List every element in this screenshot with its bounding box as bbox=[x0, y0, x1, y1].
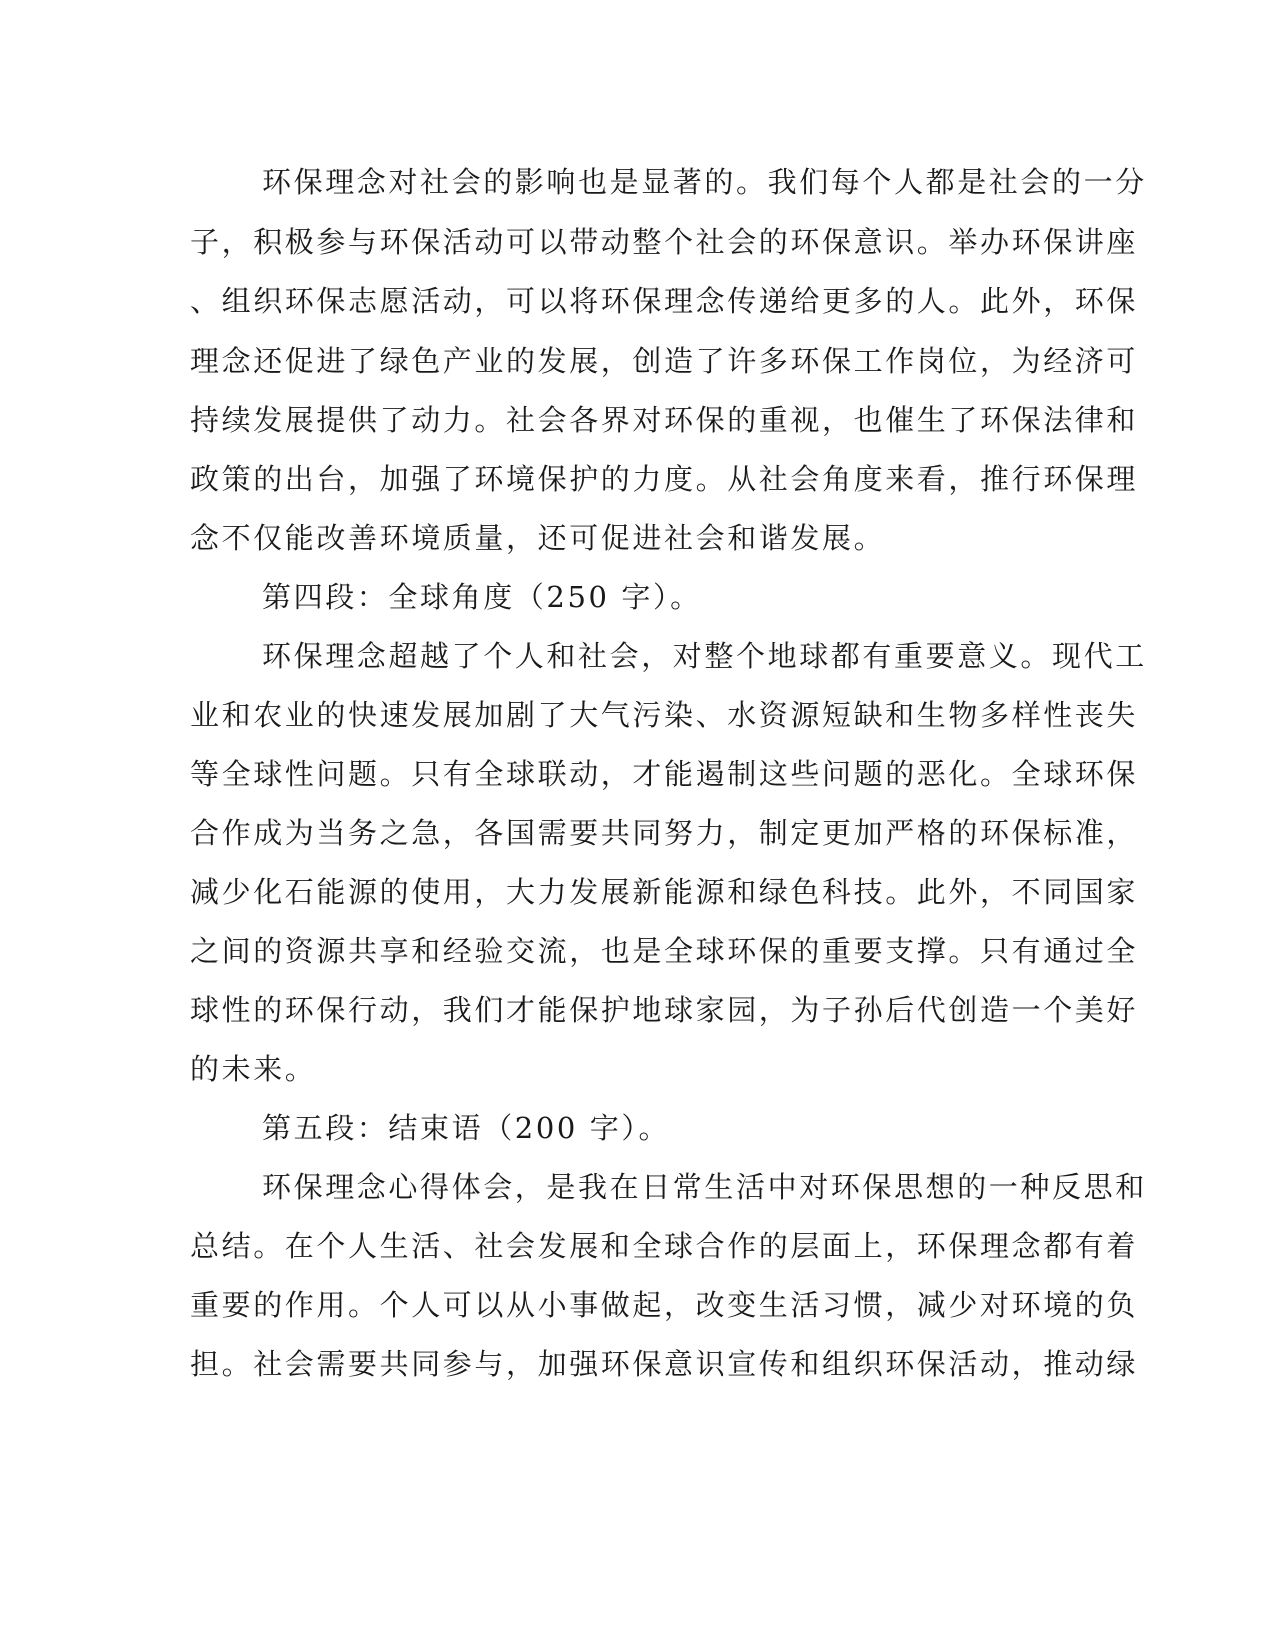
paragraph-line: 重要的作用。个人可以从小事做起，改变生活习惯，减少对环境的负 bbox=[190, 1288, 1139, 1322]
paragraph-line: 之间的资源共享和经验交流，也是全球环保的重要支撑。只有通过全 bbox=[190, 934, 1139, 968]
paragraph-line: 子，积极参与环保活动可以带动整个社会的环保意识。举办环保讲座 bbox=[190, 225, 1139, 259]
paragraph-line: 环保理念超越了个人和社会，对整个地球都有重要意义。现代工 bbox=[262, 639, 1147, 673]
paragraph-line: 担。社会需要共同参与，加强环保意识宣传和组织环保活动，推动绿 bbox=[190, 1347, 1139, 1381]
paragraph-line: 总结。在个人生活、社会发展和全球合作的层面上，环保理念都有着 bbox=[190, 1229, 1139, 1263]
paragraph-line: 的未来。 bbox=[190, 1052, 317, 1086]
paragraph-line: 念不仅能改善环境质量，还可促进社会和谐发展。 bbox=[190, 521, 886, 555]
section-heading: 第四段：全球角度（250 字）。 bbox=[262, 580, 702, 614]
paragraph-line: 理念还促进了绿色产业的发展，创造了许多环保工作岗位，为经济可 bbox=[190, 344, 1139, 378]
paragraph-line: 等全球性问题。只有全球联动，才能遏制这些问题的恶化。全球环保 bbox=[190, 757, 1139, 791]
section-heading: 第五段：结束语（200 字）。 bbox=[262, 1111, 671, 1145]
paragraph-line: 合作成为当务之急，各国需要共同努力，制定更加严格的环保标准， bbox=[190, 816, 1139, 850]
paragraph-line: 政策的出台，加强了环境保护的力度。从社会角度来看，推行环保理 bbox=[190, 462, 1139, 496]
paragraph-line: 环保理念心得体会，是我在日常生活中对环保思想的一种反思和 bbox=[262, 1170, 1147, 1204]
paragraph-line: 业和农业的快速发展加剧了大气污染、水资源短缺和生物多样性丧失 bbox=[190, 698, 1139, 732]
paragraph-line: 减少化石能源的使用，大力发展新能源和绿色科技。此外，不同国家 bbox=[190, 875, 1139, 909]
paragraph-line: 环保理念对社会的影响也是显著的。我们每个人都是社会的一分 bbox=[262, 165, 1147, 199]
paragraph-line: 球性的环保行动，我们才能保护地球家园，为子孙后代创造一个美好 bbox=[190, 993, 1139, 1027]
paragraph-line: 持续发展提供了动力。社会各界对环保的重视，也催生了环保法律和 bbox=[190, 403, 1139, 437]
paragraph-line: 、组织环保志愿活动，可以将环保理念传递给更多的人。此外，环保 bbox=[190, 284, 1139, 318]
